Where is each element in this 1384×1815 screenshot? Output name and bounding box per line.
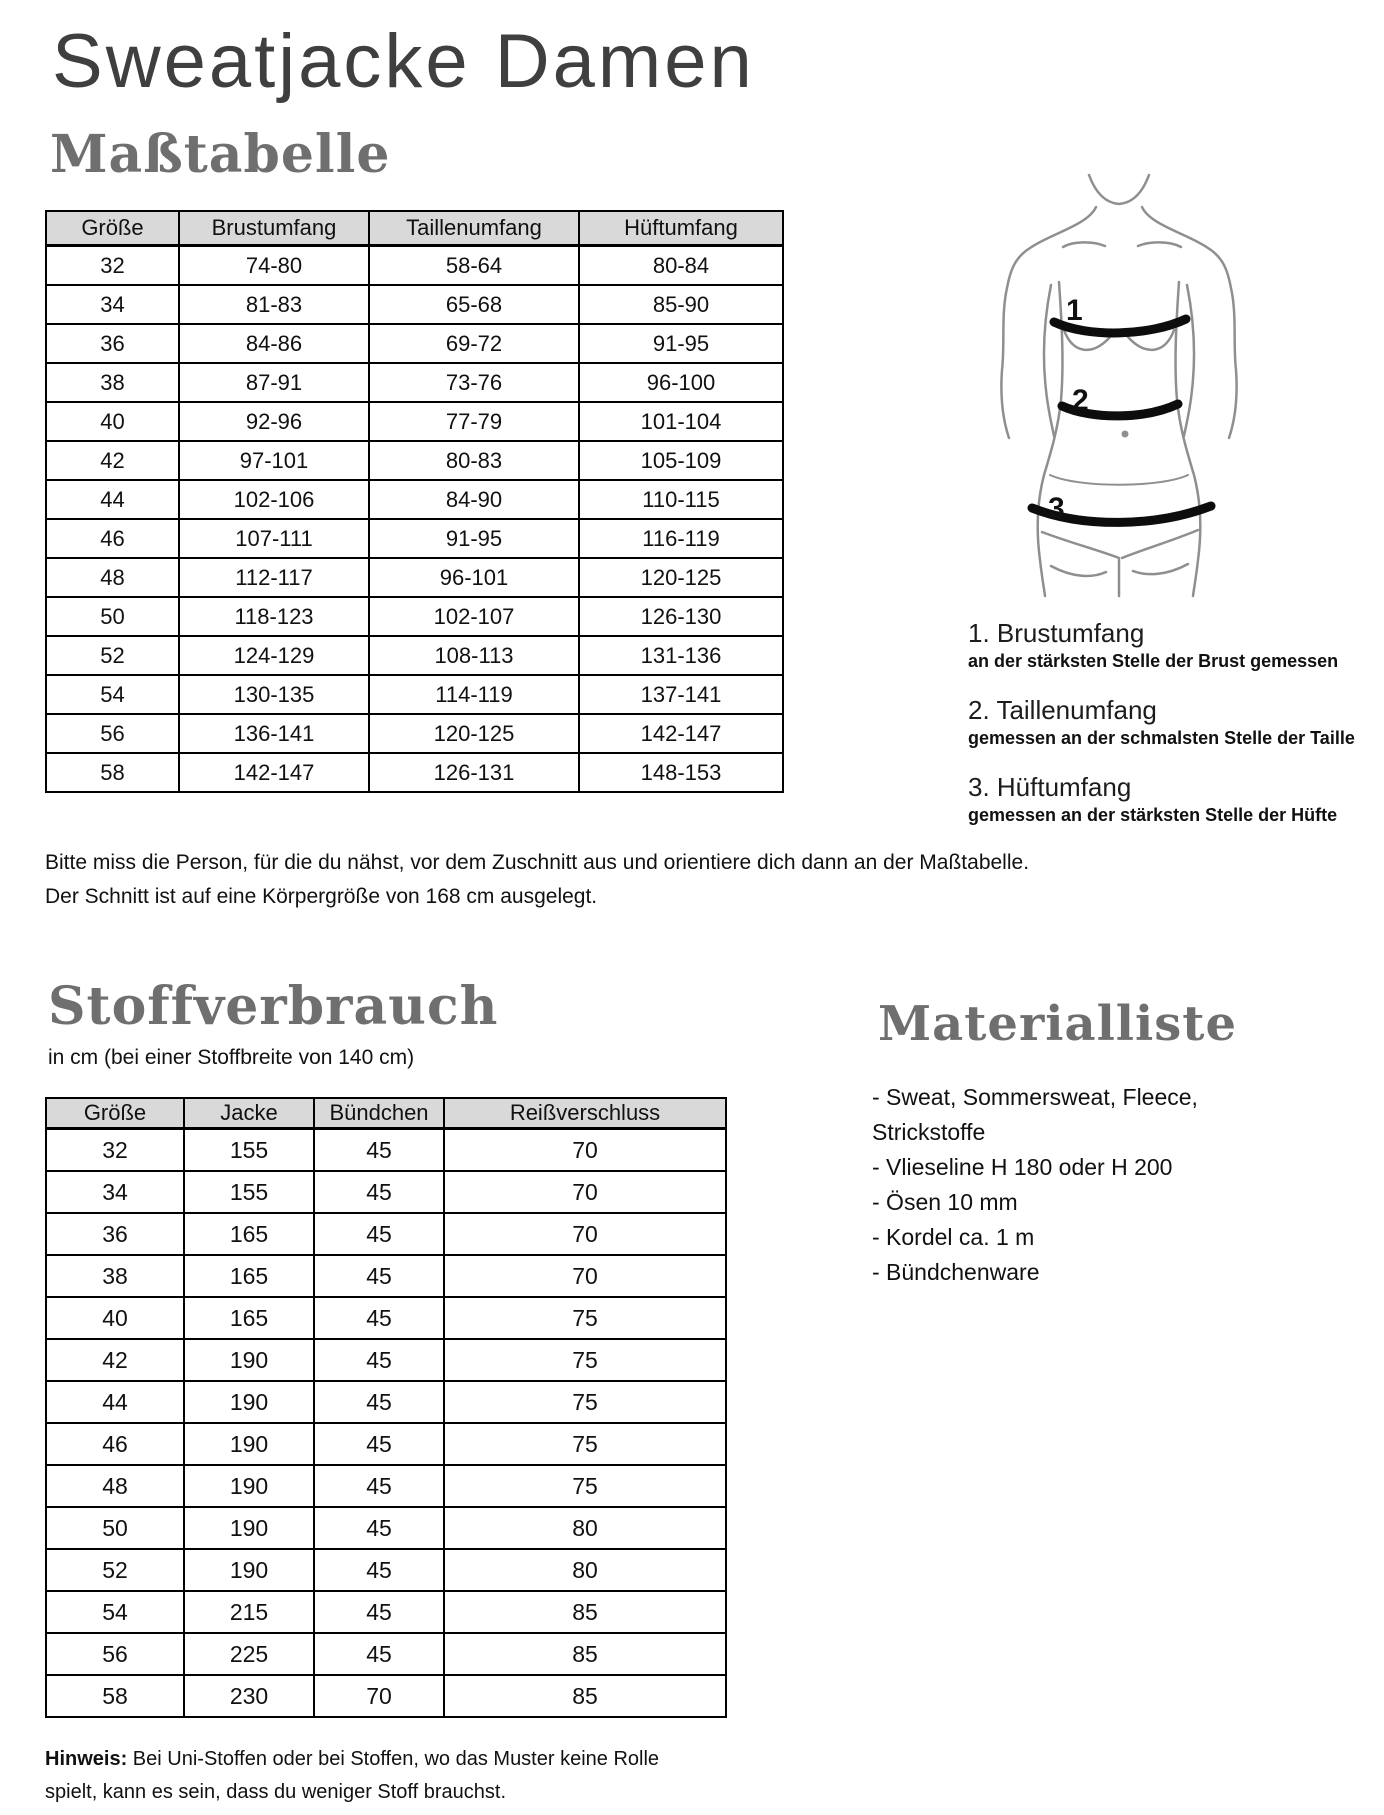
table-cell: 45 bbox=[314, 1423, 444, 1465]
table-cell: 32 bbox=[46, 1129, 184, 1172]
legend-label: 3. Hüftumfang bbox=[968, 772, 1132, 802]
material-list-line: - Sweat, Sommersweat, Fleece, bbox=[872, 1084, 1198, 1110]
table-cell: 45 bbox=[314, 1255, 444, 1297]
table-cell: 85 bbox=[444, 1591, 726, 1633]
table-cell: 85-90 bbox=[579, 285, 783, 324]
table-cell: 45 bbox=[314, 1381, 444, 1423]
table-cell: 70 bbox=[314, 1675, 444, 1717]
table-row bbox=[46, 1297, 726, 1339]
table-cell: 96-100 bbox=[579, 363, 783, 402]
table-row bbox=[46, 480, 783, 519]
table-cell: 54 bbox=[46, 1591, 184, 1633]
table-row bbox=[46, 246, 783, 286]
table-cell: 48 bbox=[46, 558, 179, 597]
table-cell: 190 bbox=[184, 1549, 314, 1591]
material-list-line: - Vlieseline H 180 oder H 200 bbox=[872, 1154, 1173, 1180]
table-row bbox=[46, 753, 783, 792]
fabric-hint-line1: Hinweis: Bei Uni-Stoffen oder bei Stoffen, wo das Muster keine Rolle bbox=[45, 1748, 660, 1770]
legend-label: 1. Brustumfang bbox=[968, 618, 1145, 648]
table-row bbox=[46, 1633, 726, 1675]
table-cell: 45 bbox=[314, 1297, 444, 1339]
table-cell: 124-129 bbox=[179, 636, 369, 675]
table-row bbox=[46, 675, 783, 714]
band-label-3: 3 bbox=[1048, 492, 1065, 525]
column-header: Taillenumfang bbox=[369, 211, 579, 246]
table-cell: 190 bbox=[184, 1465, 314, 1507]
table-cell: 65-68 bbox=[369, 285, 579, 324]
table-cell: 45 bbox=[314, 1171, 444, 1213]
table-cell: 130-135 bbox=[179, 675, 369, 714]
table-row bbox=[46, 285, 783, 324]
material-list-line: Strickstoffe bbox=[872, 1119, 986, 1145]
table-row bbox=[46, 1339, 726, 1381]
table-cell: 148-153 bbox=[579, 753, 783, 792]
table-cell: 126-130 bbox=[579, 597, 783, 636]
measuring-note bbox=[45, 846, 1029, 914]
table-cell: 32 bbox=[46, 246, 179, 286]
table-cell: 97-101 bbox=[179, 441, 369, 480]
table-cell: 131-136 bbox=[579, 636, 783, 675]
table-cell: 70 bbox=[444, 1171, 726, 1213]
table-cell: 118-123 bbox=[179, 597, 369, 636]
table-row bbox=[46, 324, 783, 363]
table-cell: 44 bbox=[46, 480, 179, 519]
measuring-note-line2: Der Schnitt ist auf eine Körpergröße von 168 cm ausgelegt. bbox=[45, 885, 598, 908]
legend-item-hip bbox=[968, 770, 1355, 827]
table-row bbox=[46, 1171, 726, 1213]
table-cell: 74-80 bbox=[179, 246, 369, 286]
table-cell: 38 bbox=[46, 363, 179, 402]
table-row bbox=[46, 1507, 726, 1549]
table-cell: 36 bbox=[46, 324, 179, 363]
table-row bbox=[46, 1465, 726, 1507]
table-cell: 42 bbox=[46, 441, 179, 480]
table-row bbox=[46, 1549, 726, 1591]
band-label-1: 1 bbox=[1066, 294, 1083, 327]
table-cell: 45 bbox=[314, 1633, 444, 1675]
size-chart-header bbox=[46, 211, 783, 246]
table-cell: 92-96 bbox=[179, 402, 369, 441]
table-cell: 215 bbox=[184, 1591, 314, 1633]
table-cell: 58 bbox=[46, 1675, 184, 1717]
table-cell: 81-83 bbox=[179, 285, 369, 324]
band-label-2: 2 bbox=[1072, 384, 1089, 417]
table-cell: 96-101 bbox=[369, 558, 579, 597]
table-row bbox=[46, 1213, 726, 1255]
table-row bbox=[46, 1675, 726, 1717]
table-cell: 45 bbox=[314, 1591, 444, 1633]
table-cell: 108-113 bbox=[369, 636, 579, 675]
table-cell: 34 bbox=[46, 1171, 184, 1213]
table-cell: 73-76 bbox=[369, 363, 579, 402]
table-cell: 190 bbox=[184, 1507, 314, 1549]
fabric-hint-line2: spielt, kann es sein, dass du weniger Stoff brauchst. bbox=[45, 1781, 507, 1803]
measurement-legend bbox=[968, 616, 1355, 827]
material-list-line: - Bündchenware bbox=[872, 1259, 1040, 1285]
table-cell: 120-125 bbox=[579, 558, 783, 597]
table-row bbox=[46, 558, 783, 597]
table-cell: 116-119 bbox=[579, 519, 783, 558]
table-row bbox=[46, 441, 783, 480]
table-cell: 70 bbox=[444, 1129, 726, 1172]
table-cell: 137-141 bbox=[579, 675, 783, 714]
table-row bbox=[46, 636, 783, 675]
table-cell: 91-95 bbox=[369, 519, 579, 558]
legend-item-bust bbox=[968, 616, 1355, 673]
column-header: Reißverschluss bbox=[444, 1098, 726, 1129]
fabric-usage-table bbox=[45, 1097, 727, 1718]
table-cell: 110-115 bbox=[579, 480, 783, 519]
table-cell: 58 bbox=[46, 753, 179, 792]
table-cell: 142-147 bbox=[179, 753, 369, 792]
table-cell: 40 bbox=[46, 1297, 184, 1339]
table-cell: 52 bbox=[46, 636, 179, 675]
fabric-usage-header bbox=[46, 1098, 726, 1129]
table-cell: 45 bbox=[314, 1129, 444, 1172]
material-list bbox=[872, 1080, 1198, 1290]
legend-label: 2. Taillenumfang bbox=[968, 695, 1157, 725]
table-cell: 70 bbox=[444, 1213, 726, 1255]
table-cell: 126-131 bbox=[369, 753, 579, 792]
table-cell: 44 bbox=[46, 1381, 184, 1423]
masstabelle-heading: Maßtabelle bbox=[50, 124, 391, 185]
table-cell: 80-84 bbox=[579, 246, 783, 286]
table-cell: 69-72 bbox=[369, 324, 579, 363]
table-row bbox=[46, 402, 783, 441]
stoffverbrauch-subtitle: in cm (bei einer Stoffbreite von 140 cm) bbox=[48, 1046, 415, 1069]
table-cell: 105-109 bbox=[579, 441, 783, 480]
column-header: Hüftumfang bbox=[579, 211, 783, 246]
table-cell: 46 bbox=[46, 1423, 184, 1465]
table-cell: 75 bbox=[444, 1465, 726, 1507]
table-cell: 80 bbox=[444, 1549, 726, 1591]
table-cell: 48 bbox=[46, 1465, 184, 1507]
legend-item-waist bbox=[968, 693, 1355, 750]
table-row bbox=[46, 597, 783, 636]
table-cell: 36 bbox=[46, 1213, 184, 1255]
table-cell: 80 bbox=[444, 1507, 726, 1549]
table-cell: 120-125 bbox=[369, 714, 579, 753]
legend-desc: an der stärksten Stelle der Brust gemessen bbox=[968, 651, 1339, 671]
table-cell: 70 bbox=[444, 1255, 726, 1297]
table-cell: 80-83 bbox=[369, 441, 579, 480]
table-row bbox=[46, 1423, 726, 1465]
table-cell: 136-141 bbox=[179, 714, 369, 753]
table-row bbox=[46, 363, 783, 402]
table-row bbox=[46, 1591, 726, 1633]
materialliste-heading: Materialliste bbox=[878, 996, 1238, 1052]
fabric-hint-bold: Hinweis: bbox=[45, 1748, 128, 1770]
column-header: Jacke bbox=[184, 1098, 314, 1129]
torso-outline bbox=[1001, 175, 1236, 596]
table-row bbox=[46, 1255, 726, 1297]
table-cell: 45 bbox=[314, 1213, 444, 1255]
table-cell: 45 bbox=[314, 1507, 444, 1549]
table-cell: 50 bbox=[46, 597, 179, 636]
table-cell: 91-95 bbox=[579, 324, 783, 363]
size-chart-table bbox=[45, 210, 784, 793]
table-row bbox=[46, 519, 783, 558]
column-header: Größe bbox=[46, 1098, 184, 1129]
table-cell: 114-119 bbox=[369, 675, 579, 714]
stoffverbrauch-heading: Stoffverbrauch bbox=[48, 976, 499, 1037]
table-cell: 75 bbox=[444, 1339, 726, 1381]
table-cell: 190 bbox=[184, 1423, 314, 1465]
table-cell: 225 bbox=[184, 1633, 314, 1675]
table-cell: 38 bbox=[46, 1255, 184, 1297]
legend-desc: gemessen an der schmalsten Stelle der Taille bbox=[968, 728, 1355, 748]
table-cell: 75 bbox=[444, 1297, 726, 1339]
legend-desc: gemessen an der stärksten Stelle der Hüfte bbox=[968, 805, 1338, 825]
table-cell: 101-104 bbox=[579, 402, 783, 441]
material-list-line: - Kordel ca. 1 m bbox=[872, 1224, 1035, 1250]
table-cell: 142-147 bbox=[579, 714, 783, 753]
navel-dot bbox=[1122, 431, 1129, 438]
table-cell: 155 bbox=[184, 1171, 314, 1213]
table-cell: 165 bbox=[184, 1297, 314, 1339]
table-cell: 85 bbox=[444, 1675, 726, 1717]
column-header: Brustumfang bbox=[179, 211, 369, 246]
table-cell: 190 bbox=[184, 1381, 314, 1423]
table-cell: 45 bbox=[314, 1465, 444, 1507]
table-cell: 190 bbox=[184, 1339, 314, 1381]
table-cell: 75 bbox=[444, 1381, 726, 1423]
table-cell: 40 bbox=[46, 402, 179, 441]
table-cell: 45 bbox=[314, 1339, 444, 1381]
table-cell: 85 bbox=[444, 1633, 726, 1675]
table-cell: 54 bbox=[46, 675, 179, 714]
table-cell: 34 bbox=[46, 285, 179, 324]
table-cell: 102-107 bbox=[369, 597, 579, 636]
table-cell: 102-106 bbox=[179, 480, 369, 519]
table-row bbox=[46, 714, 783, 753]
table-cell: 75 bbox=[444, 1423, 726, 1465]
column-header: Größe bbox=[46, 211, 179, 246]
table-cell: 155 bbox=[184, 1129, 314, 1172]
table-cell: 165 bbox=[184, 1255, 314, 1297]
table-cell: 56 bbox=[46, 1633, 184, 1675]
column-header: Bündchen bbox=[314, 1098, 444, 1129]
table-cell: 112-117 bbox=[179, 558, 369, 597]
table-cell: 84-86 bbox=[179, 324, 369, 363]
table-cell: 87-91 bbox=[179, 363, 369, 402]
table-cell: 52 bbox=[46, 1549, 184, 1591]
table-cell: 46 bbox=[46, 519, 179, 558]
table-cell: 56 bbox=[46, 714, 179, 753]
material-list-line: - Ösen 10 mm bbox=[872, 1189, 1018, 1215]
table-cell: 58-64 bbox=[369, 246, 579, 286]
fabric-hint-note bbox=[45, 1743, 659, 1809]
table-cell: 42 bbox=[46, 1339, 184, 1381]
table-cell: 45 bbox=[314, 1549, 444, 1591]
table-cell: 230 bbox=[184, 1675, 314, 1717]
table-cell: 50 bbox=[46, 1507, 184, 1549]
page-title: Sweatjacke Damen bbox=[52, 19, 755, 104]
table-cell: 165 bbox=[184, 1213, 314, 1255]
table-cell: 84-90 bbox=[369, 480, 579, 519]
table-row bbox=[46, 1129, 726, 1172]
body-measurement-figure bbox=[988, 130, 1252, 600]
measuring-note-line1: Bitte miss die Person, für die du nähst, vor dem Zuschnitt aus und orientiere dich dann an der Maßtabelle. bbox=[45, 851, 1030, 874]
table-cell: 77-79 bbox=[369, 402, 579, 441]
table-cell: 107-111 bbox=[179, 519, 369, 558]
table-row bbox=[46, 1381, 726, 1423]
